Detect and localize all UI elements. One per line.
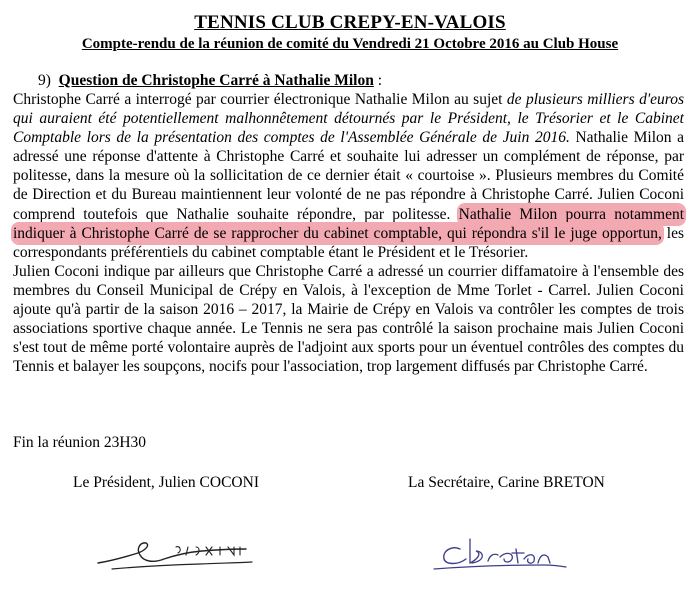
section-number: 9) [38,72,51,89]
paragraph-1 [13,90,684,262]
paragraph-2: Julien Coconi indique par ailleurs que Christophe Carré a adressé un courrier diffamatoire à l'ensemble des membres du Conseil Municipal de Crépy en Valois, à l'exception de Mme Torlet - Carrel. Julien Coconi ajoute qu'à partir de la saison 2016 – 2017, la Mairie de Crépy en Valois va contrôler les comptes de trois associations sportive chaque année. Le Tennis ne sera pas contrôlé la saison prochaine mais Julien Coconi s'est tout de même porté volontaire auprès de l'adjoint aux sports pour un éventuel contrôles des comptes du Tennis et balayer les soupçons, nocifs pour l'association, trop largement diffusés par Christophe Carré. [13,262,684,376]
document-title: TENNIS CLUB CREPY-EN-VALOIS [194,12,506,33]
president-signature-label: Le Président, Julien COCONI [73,474,259,491]
closing-line: Fin la réunion 23H30 [13,434,147,451]
section-heading-text: Question de Christophe Carré à Nathalie Milon [58,72,374,89]
secretary-signature-icon [420,523,570,578]
highlighted-passage: Nathalie Milon pourra notamment indiquer à Christophe Carré de se rapprocher du cabinet comptable, qui répondra s'il le juge opportun, [13,205,684,242]
document-body [13,90,684,376]
paragraph-1-continuation: Nathalie Milon a adressé une réponse d'attente à Christophe Carré et souhaite lui adresser un complément de réponse, par politesse, dans la mesure où la sollicitation de ce dernier était « courtoise ». Plusieurs membres du Comité de Direction et du Bureau maintiennent leur volonté de ne pas répondre à Christophe Carré. Julien Coconi comprend toutefois que Nathalie souhaite répondre, par politesse. [13,129,685,223]
paragraph-1-end: les correspondants préférentiels du cabinet comptable étant le Président et le Trésorier. [13,224,685,261]
document-subtitle: Compte-rendu de la réunion de comité du Vendredi 21 Octobre 2016 au Club House [81,36,619,52]
paragraph-1-intro: Christophe Carré a interrogé par courrier électronique Nathalie Milon au sujet [13,91,507,108]
president-signature-icon [80,525,280,580]
section-heading [38,72,382,90]
paragraph-1-italic: de plusieurs milliers d'euros qui auraient été potentiellement malhonnêtement détournés par le Président, le Trésorier et le Cabinet Comptable lors de la présentation des comptes de l'Assemblée Générale de Juin 2016. [13,91,685,147]
secretary-signature-label: La Secrétaire, Carine BRETON [408,474,605,491]
section-heading-colon: : [373,72,383,89]
